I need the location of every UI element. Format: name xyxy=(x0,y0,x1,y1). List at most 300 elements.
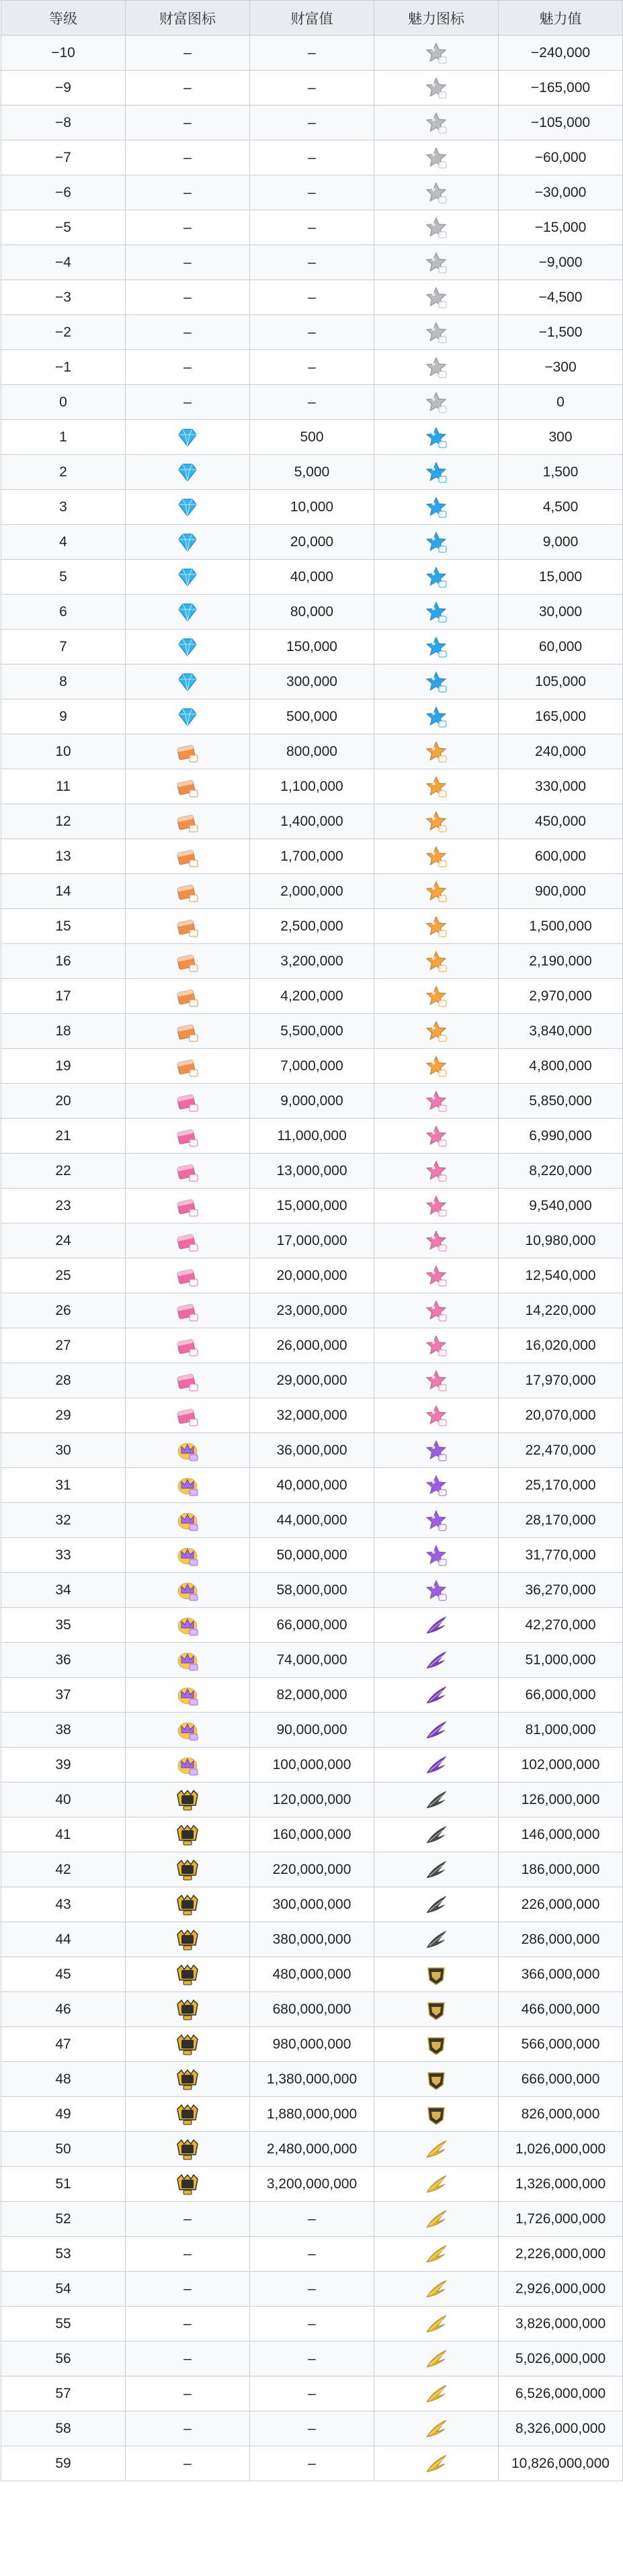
table-row xyxy=(1,699,623,734)
wealth-icon-cell xyxy=(126,2132,250,2167)
charm-value-cell: −300 xyxy=(499,350,623,385)
charm-value-cell: 286,000,000 xyxy=(499,1922,623,1957)
gold-wing-icon xyxy=(424,2312,448,2336)
dark-crest-icon xyxy=(424,2102,448,2127)
level-cell: 36 xyxy=(1,1643,126,1678)
wealth-value-cell: 480,000,000 xyxy=(250,1957,374,1992)
wealth-value-cell: 4,200,000 xyxy=(250,979,374,1014)
dark-emblem-icon xyxy=(175,2137,200,2161)
wealth-icon-cell xyxy=(126,664,250,699)
purple-crown-icon xyxy=(175,1543,200,1568)
orange-chest-icon xyxy=(175,740,200,764)
blue-star-icon xyxy=(424,670,448,694)
pink-chest-icon xyxy=(175,1229,200,1253)
wealth-icon-cell xyxy=(126,2167,250,2202)
level-cell: 10 xyxy=(1,734,126,769)
table-row xyxy=(1,1922,623,1957)
level-cell: 34 xyxy=(1,1573,126,1608)
charm-value-cell: 5,026,000,000 xyxy=(499,2342,623,2376)
charm-icon-cell xyxy=(374,874,499,909)
wealth-icon-cell: – xyxy=(126,315,250,350)
charm-icon-cell xyxy=(374,280,499,315)
blue-star-icon xyxy=(424,600,448,624)
level-cell: 26 xyxy=(1,1293,126,1328)
pink-star-icon xyxy=(424,1369,448,1393)
charm-icon-cell xyxy=(374,1084,499,1119)
wealth-icon-cell xyxy=(126,1922,250,1957)
blue-star-icon xyxy=(424,425,448,449)
table-row xyxy=(1,2376,623,2411)
table-row xyxy=(1,1084,623,1119)
charm-icon-cell xyxy=(374,1748,499,1783)
charm-icon-cell xyxy=(374,804,499,839)
pink-chest-icon xyxy=(175,1334,200,1358)
wealth-icon-cell xyxy=(126,2027,250,2062)
wealth-value-cell: – xyxy=(250,2272,374,2307)
charm-value-cell: −4,500 xyxy=(499,280,623,315)
level-cell: 33 xyxy=(1,1538,126,1573)
charm-value-cell: 6,526,000,000 xyxy=(499,2376,623,2411)
wealth-icon-cell xyxy=(126,1468,250,1503)
wealth-icon-cell xyxy=(126,699,250,734)
wealth-icon-cell xyxy=(126,1049,250,1084)
table-row xyxy=(1,420,623,455)
charm-icon-cell xyxy=(374,1154,499,1189)
gold-wing-icon xyxy=(424,2172,448,2196)
wealth-icon-cell: – xyxy=(126,385,250,420)
charm-value-cell: 66,000,000 xyxy=(499,1678,623,1713)
charm-value-cell: 600,000 xyxy=(499,839,623,874)
wealth-icon-cell xyxy=(126,1014,250,1049)
charm-icon-cell xyxy=(374,560,499,595)
orange-star-icon xyxy=(424,984,448,1008)
charm-icon-cell xyxy=(374,2132,499,2167)
orange-star-icon xyxy=(424,879,448,904)
header-charm-value: 魅力值 xyxy=(499,1,623,36)
wealth-icon-cell xyxy=(126,979,250,1014)
wealth-value-cell: – xyxy=(250,2202,374,2237)
wealth-icon-cell xyxy=(126,1887,250,1922)
wealth-value-cell: – xyxy=(250,36,374,71)
charm-icon-cell xyxy=(374,420,499,455)
charm-icon-cell xyxy=(374,2062,499,2097)
dark-emblem-icon xyxy=(175,1893,200,1917)
level-cell: 29 xyxy=(1,1398,126,1433)
table-row xyxy=(1,1049,623,1084)
charm-value-cell: 8,220,000 xyxy=(499,1154,623,1189)
blue-star-icon xyxy=(424,565,448,589)
level-cell: 14 xyxy=(1,874,126,909)
charm-icon-cell xyxy=(374,1643,499,1678)
wealth-value-cell: 40,000,000 xyxy=(250,1468,374,1503)
table-row xyxy=(1,1992,623,2027)
orange-star-icon xyxy=(424,1019,448,1043)
purple-crown-icon xyxy=(175,1613,200,1637)
pink-star-icon xyxy=(424,1159,448,1183)
wealth-icon-cell: – xyxy=(126,350,250,385)
level-cell: 47 xyxy=(1,2027,126,2062)
wealth-icon-cell xyxy=(126,630,250,664)
charm-value-cell: −240,000 xyxy=(499,36,623,71)
wealth-icon-cell xyxy=(126,420,250,455)
level-cell: 55 xyxy=(1,2307,126,2342)
wealth-icon-cell xyxy=(126,1957,250,1992)
wealth-value-cell: – xyxy=(250,2237,374,2272)
wealth-icon-cell xyxy=(126,909,250,944)
wealth-value-cell: 74,000,000 xyxy=(250,1643,374,1678)
level-cell: 51 xyxy=(1,2167,126,2202)
charm-icon-cell xyxy=(374,1189,499,1223)
level-cell: 41 xyxy=(1,1817,126,1852)
purple-wing-icon xyxy=(424,1613,448,1637)
charm-value-cell: 4,800,000 xyxy=(499,1049,623,1084)
header-level: 等级 xyxy=(1,1,126,36)
level-cell: −10 xyxy=(1,36,126,71)
wealth-icon-cell: – xyxy=(126,210,250,245)
charm-icon-cell xyxy=(374,2202,499,2237)
purple-crown-icon xyxy=(175,1683,200,1707)
wealth-value-cell: 500 xyxy=(250,420,374,455)
wealth-value-cell: – xyxy=(250,2411,374,2446)
purple-crown-icon xyxy=(175,1718,200,1742)
header-wealth-icon: 财富图标 xyxy=(126,1,250,36)
purple-wing-icon xyxy=(424,1718,448,1742)
blue-diamond-icon xyxy=(175,460,200,484)
wealth-value-cell: 1,400,000 xyxy=(250,804,374,839)
table-row xyxy=(1,1119,623,1154)
gray-star-icon xyxy=(424,41,448,65)
wealth-value-cell: 15,000,000 xyxy=(250,1189,374,1223)
blue-star-icon xyxy=(424,635,448,659)
pink-chest-icon xyxy=(175,1089,200,1113)
table-row xyxy=(1,734,623,769)
charm-value-cell: 3,840,000 xyxy=(499,1014,623,1049)
purple-crown-icon xyxy=(175,1578,200,1602)
table-row xyxy=(1,175,623,210)
level-cell: 53 xyxy=(1,2237,126,2272)
table-row xyxy=(1,1573,623,1608)
wealth-value-cell: 50,000,000 xyxy=(250,1538,374,1573)
charm-value-cell: 6,990,000 xyxy=(499,1119,623,1154)
dark-wing-icon xyxy=(424,1823,448,1847)
level-cell: 42 xyxy=(1,1852,126,1887)
dark-wing-icon xyxy=(424,1893,448,1917)
charm-value-cell: 10,980,000 xyxy=(499,1223,623,1258)
gold-wing-icon xyxy=(424,2242,448,2266)
wealth-icon-cell xyxy=(126,525,250,560)
charm-value-cell: 1,500 xyxy=(499,455,623,490)
wealth-icon-cell xyxy=(126,1189,250,1223)
table-row xyxy=(1,630,623,664)
charm-value-cell: 36,270,000 xyxy=(499,1573,623,1608)
level-cell: 12 xyxy=(1,804,126,839)
purple-star-icon xyxy=(424,1439,448,1463)
purple-star-icon xyxy=(424,1578,448,1602)
gold-wing-icon xyxy=(424,2417,448,2441)
wealth-icon-cell xyxy=(126,1503,250,1538)
pink-chest-icon xyxy=(175,1404,200,1428)
level-cell: 18 xyxy=(1,1014,126,1049)
level-cell: 43 xyxy=(1,1887,126,1922)
wealth-value-cell: 13,000,000 xyxy=(250,1154,374,1189)
charm-icon-cell xyxy=(374,734,499,769)
orange-star-icon xyxy=(424,810,448,834)
table-row xyxy=(1,560,623,595)
table-row xyxy=(1,1783,623,1817)
wealth-icon-cell xyxy=(126,1154,250,1189)
level-cell: 49 xyxy=(1,2097,126,2132)
wealth-value-cell: 10,000 xyxy=(250,490,374,525)
level-cell: 3 xyxy=(1,490,126,525)
charm-icon-cell xyxy=(374,455,499,490)
charm-value-cell: 226,000,000 xyxy=(499,1887,623,1922)
charm-value-cell: 900,000 xyxy=(499,874,623,909)
dark-emblem-icon xyxy=(175,2067,200,2092)
gold-wing-icon xyxy=(424,2277,448,2301)
table-row xyxy=(1,979,623,1014)
charm-icon-cell xyxy=(374,979,499,1014)
table-row xyxy=(1,1154,623,1189)
dark-emblem-icon xyxy=(175,1823,200,1847)
charm-icon-cell xyxy=(374,525,499,560)
charm-icon-cell xyxy=(374,140,499,175)
blue-star-icon xyxy=(424,460,448,484)
orange-chest-icon xyxy=(175,810,200,834)
table-row xyxy=(1,2411,623,2446)
wealth-icon-cell xyxy=(126,1713,250,1748)
orange-star-icon xyxy=(424,1054,448,1078)
table-row xyxy=(1,71,623,105)
charm-value-cell: 146,000,000 xyxy=(499,1817,623,1852)
level-cell: 20 xyxy=(1,1084,126,1119)
charm-value-cell: 16,020,000 xyxy=(499,1328,623,1363)
dark-emblem-icon xyxy=(175,2102,200,2127)
charm-icon-cell xyxy=(374,1852,499,1887)
charm-icon-cell xyxy=(374,595,499,630)
level-cell: 27 xyxy=(1,1328,126,1363)
dark-emblem-icon xyxy=(175,1788,200,1812)
table-row xyxy=(1,2202,623,2237)
level-cell: −6 xyxy=(1,175,126,210)
wealth-value-cell: 2,000,000 xyxy=(250,874,374,909)
level-cell: 48 xyxy=(1,2062,126,2097)
purple-crown-icon xyxy=(175,1753,200,1777)
charm-icon-cell xyxy=(374,210,499,245)
wealth-value-cell: 5,000 xyxy=(250,455,374,490)
wealth-value-cell: 680,000,000 xyxy=(250,1992,374,2027)
table-row xyxy=(1,2167,623,2202)
gold-wing-icon xyxy=(424,2137,448,2161)
charm-icon-cell xyxy=(374,1293,499,1328)
table-row xyxy=(1,2446,623,2481)
wealth-icon-cell: – xyxy=(126,36,250,71)
wealth-value-cell: – xyxy=(250,2376,374,2411)
level-cell: 16 xyxy=(1,944,126,979)
pink-chest-icon xyxy=(175,1194,200,1218)
table-row xyxy=(1,1503,623,1538)
table-row xyxy=(1,769,623,804)
wealth-icon-cell xyxy=(126,804,250,839)
level-cell: −3 xyxy=(1,280,126,315)
charm-icon-cell xyxy=(374,630,499,664)
gold-wing-icon xyxy=(424,2207,448,2231)
table-row xyxy=(1,2237,623,2272)
wealth-value-cell: – xyxy=(250,315,374,350)
purple-crown-icon xyxy=(175,1473,200,1498)
wealth-icon-cell xyxy=(126,1084,250,1119)
wealth-icon-cell xyxy=(126,1223,250,1258)
level-cell: 8 xyxy=(1,664,126,699)
dark-wing-icon xyxy=(424,1858,448,1882)
level-cell: 44 xyxy=(1,1922,126,1957)
gray-star-icon xyxy=(424,390,448,415)
wealth-value-cell: 500,000 xyxy=(250,699,374,734)
wealth-icon-cell: – xyxy=(126,2342,250,2376)
charm-icon-cell xyxy=(374,699,499,734)
table-row xyxy=(1,1189,623,1223)
level-cell: 22 xyxy=(1,1154,126,1189)
purple-crown-icon xyxy=(175,1648,200,1672)
table-row xyxy=(1,1468,623,1503)
wealth-value-cell: – xyxy=(250,175,374,210)
orange-star-icon xyxy=(424,845,448,869)
level-cell: 5 xyxy=(1,560,126,595)
gray-star-icon xyxy=(424,181,448,205)
orange-star-icon xyxy=(424,740,448,764)
level-cell: 21 xyxy=(1,1119,126,1154)
charm-icon-cell xyxy=(374,1608,499,1643)
table-row xyxy=(1,2062,623,2097)
charm-icon-cell xyxy=(374,664,499,699)
table-row xyxy=(1,350,623,385)
purple-star-icon xyxy=(424,1473,448,1498)
charm-value-cell: 366,000,000 xyxy=(499,1957,623,1992)
charm-icon-cell xyxy=(374,1468,499,1503)
charm-icon-cell xyxy=(374,1887,499,1922)
wealth-icon-cell: – xyxy=(126,2237,250,2272)
table-row xyxy=(1,1678,623,1713)
charm-icon-cell xyxy=(374,1258,499,1293)
charm-value-cell: −105,000 xyxy=(499,105,623,140)
charm-icon-cell xyxy=(374,909,499,944)
charm-icon-cell xyxy=(374,2237,499,2272)
charm-icon-cell xyxy=(374,71,499,105)
level-cell: 35 xyxy=(1,1608,126,1643)
wealth-icon-cell xyxy=(126,2097,250,2132)
wealth-icon-cell xyxy=(126,2062,250,2097)
purple-star-icon xyxy=(424,1543,448,1568)
charm-icon-cell xyxy=(374,2411,499,2446)
charm-value-cell: −1,500 xyxy=(499,315,623,350)
wealth-value-cell: – xyxy=(250,140,374,175)
charm-icon-cell xyxy=(374,2027,499,2062)
table-row xyxy=(1,909,623,944)
table-row xyxy=(1,1398,623,1433)
charm-value-cell: 2,970,000 xyxy=(499,979,623,1014)
level-cell: 11 xyxy=(1,769,126,804)
charm-value-cell: 450,000 xyxy=(499,804,623,839)
wealth-value-cell: 1,380,000,000 xyxy=(250,2062,374,2097)
charm-value-cell: 2,926,000,000 xyxy=(499,2272,623,2307)
wealth-icon-cell xyxy=(126,1398,250,1433)
level-table xyxy=(1,0,623,2481)
wealth-icon-cell xyxy=(126,874,250,909)
orange-chest-icon xyxy=(175,879,200,904)
gray-star-icon xyxy=(424,216,448,240)
charm-value-cell: 165,000 xyxy=(499,699,623,734)
wealth-value-cell: 300,000,000 xyxy=(250,1887,374,1922)
wealth-value-cell: 300,000 xyxy=(250,664,374,699)
blue-diamond-icon xyxy=(175,425,200,449)
charm-value-cell: 826,000,000 xyxy=(499,2097,623,2132)
charm-value-cell: −30,000 xyxy=(499,175,623,210)
level-cell: 25 xyxy=(1,1258,126,1293)
charm-value-cell: 15,000 xyxy=(499,560,623,595)
table-row xyxy=(1,1957,623,1992)
pink-star-icon xyxy=(424,1404,448,1428)
level-cell: −7 xyxy=(1,140,126,175)
wealth-icon-cell xyxy=(126,1258,250,1293)
orange-star-icon xyxy=(424,914,448,939)
charm-icon-cell xyxy=(374,1678,499,1713)
charm-value-cell: 42,270,000 xyxy=(499,1608,623,1643)
wealth-value-cell: – xyxy=(250,210,374,245)
table-row xyxy=(1,804,623,839)
charm-value-cell: 28,170,000 xyxy=(499,1503,623,1538)
wealth-value-cell: 100,000,000 xyxy=(250,1748,374,1783)
charm-icon-cell xyxy=(374,1433,499,1468)
charm-value-cell: 4,500 xyxy=(499,490,623,525)
table-row xyxy=(1,1293,623,1328)
wealth-value-cell: 380,000,000 xyxy=(250,1922,374,1957)
pink-chest-icon xyxy=(175,1264,200,1288)
charm-icon-cell xyxy=(374,839,499,874)
dark-emblem-icon xyxy=(175,1998,200,2022)
level-cell: 4 xyxy=(1,525,126,560)
purple-wing-icon xyxy=(424,1753,448,1777)
charm-value-cell: 5,850,000 xyxy=(499,1084,623,1119)
wealth-value-cell: 20,000,000 xyxy=(250,1258,374,1293)
wealth-value-cell: – xyxy=(250,2446,374,2481)
charm-value-cell: 20,070,000 xyxy=(499,1398,623,1433)
charm-value-cell: 186,000,000 xyxy=(499,1852,623,1887)
wealth-icon-cell xyxy=(126,1992,250,2027)
wealth-icon-cell xyxy=(126,1852,250,1887)
charm-icon-cell xyxy=(374,2376,499,2411)
table-row xyxy=(1,1852,623,1887)
dark-emblem-icon xyxy=(175,1928,200,1952)
wealth-icon-cell xyxy=(126,1608,250,1643)
header-wealth-value: 财富值 xyxy=(250,1,374,36)
table-row xyxy=(1,140,623,175)
charm-icon-cell xyxy=(374,944,499,979)
wealth-icon-cell xyxy=(126,1783,250,1817)
charm-value-cell: 466,000,000 xyxy=(499,1992,623,2027)
table-row xyxy=(1,105,623,140)
level-cell: 2 xyxy=(1,455,126,490)
gold-wing-icon xyxy=(424,2347,448,2371)
dark-crest-icon xyxy=(424,2032,448,2057)
blue-diamond-icon xyxy=(175,600,200,624)
level-cell: −2 xyxy=(1,315,126,350)
wealth-icon-cell: – xyxy=(126,2202,250,2237)
table-row xyxy=(1,1748,623,1783)
charm-icon-cell xyxy=(374,385,499,420)
table-row xyxy=(1,874,623,909)
wealth-value-cell: 7,000,000 xyxy=(250,1049,374,1084)
charm-value-cell: 9,540,000 xyxy=(499,1189,623,1223)
level-cell: 23 xyxy=(1,1189,126,1223)
